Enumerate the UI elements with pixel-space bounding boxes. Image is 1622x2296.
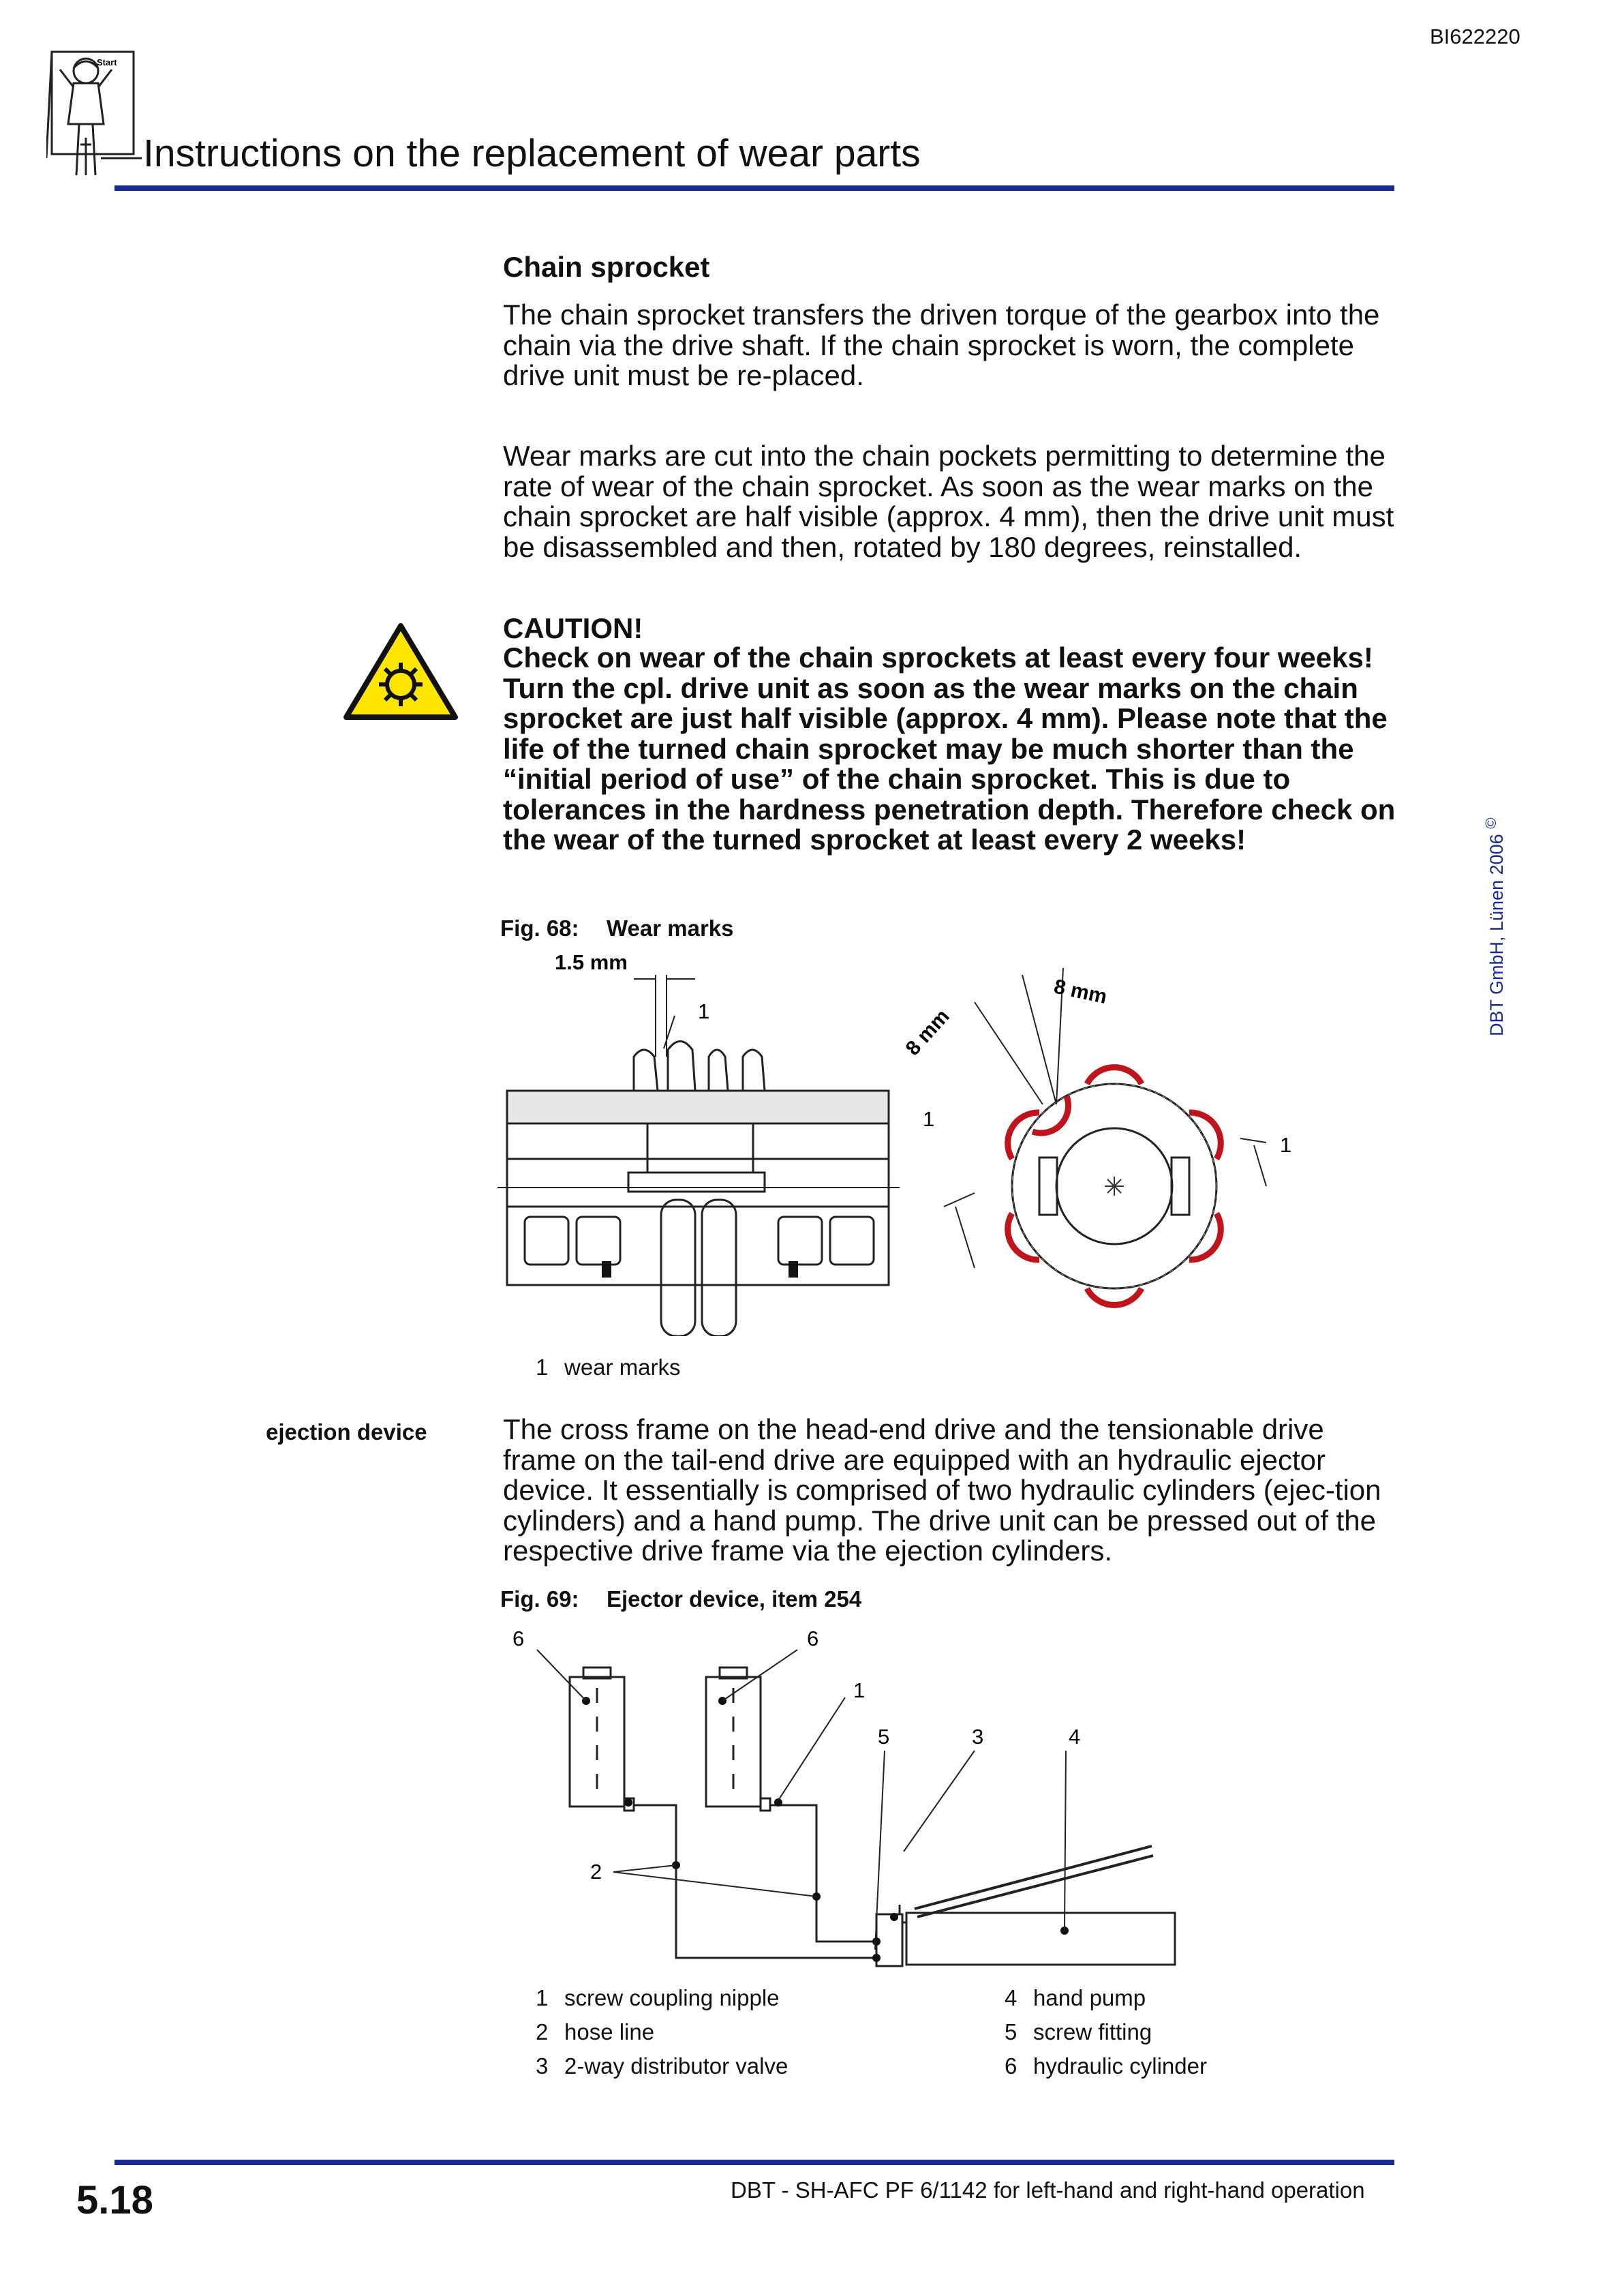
legend-label: 2-way distributor valve (564, 2053, 789, 2079)
fig69-callout-6a: 6 (512, 1627, 525, 1650)
fig69-callout-3: 3 (972, 1725, 984, 1749)
fig68-title: Wear marks (607, 916, 734, 941)
start-worker-icon (46, 49, 142, 185)
legend-number: 5 (1005, 2019, 1017, 2044)
legend-number: 2 (536, 2019, 549, 2044)
paragraph-wear-marks: Wear marks are cut into the chain pockets permitting to determine the rate of wear of the chain sprocket. As soon as the wear marks on the chain sprocket are half visible (approx. 4 mm), then the drive unit must be disassembled and then, rotated by 180 degrees, reinstalled. (503, 440, 1394, 563)
document-id: BI622220 (1430, 25, 1520, 48)
paragraph-ejection: The cross frame on the head-end drive and the tensionable drive frame on the tail-end drive are equipped with an hydraulic ejector device. It essentially is comprised of two hydraulic cylinders (ejec-tion cylinders) and a hand pump. The drive unit can be pressed out of the respective drive frame via the ejection cylinders. (503, 1413, 1381, 1567)
header-rule (114, 185, 1394, 191)
legend-label: hose line (564, 2019, 655, 2044)
start-label: Start (97, 57, 117, 67)
legend-label: hydraulic cylinder (1033, 2053, 1207, 2079)
page-number: 5.18 (76, 2178, 153, 2222)
fig68-number: Fig. 68: (500, 916, 579, 941)
fig69-number: Fig. 69: (500, 1586, 579, 1612)
fig69-callout-1: 1 (853, 1678, 866, 1702)
fig69-ejector-drawing (498, 1622, 1213, 1977)
section-heading: Chain sprocket (503, 251, 710, 283)
fig68-wear-marks-drawing (498, 948, 1315, 1336)
legend-number: 6 (1005, 2053, 1017, 2079)
legend-number: 3 (536, 2053, 549, 2079)
legend-number: 4 (1005, 1985, 1017, 2010)
fig69-callout-6b: 6 (807, 1627, 819, 1650)
fig69-legend-item-6 (1005, 2053, 1207, 2079)
legend-number: 1 (536, 1355, 549, 1380)
fig69-legend-item-3 (536, 2053, 788, 2079)
fig69-legend-item-1 (536, 1985, 780, 2011)
fig69-caption (500, 1586, 861, 1612)
copyright-symbol: © (1482, 817, 1499, 829)
legend-label: hand pump (1033, 1985, 1146, 2010)
dim-8mm-left: 8 mm (901, 1005, 954, 1060)
legend-label: screw fitting (1033, 2019, 1152, 2044)
fig68-callout-right: 1 (1280, 1133, 1292, 1157)
fig69-legend-item-4 (1005, 1985, 1146, 2011)
footer-rule (114, 2160, 1394, 2165)
dim-1-5mm: 1.5 mm (555, 950, 628, 974)
copyright-text: DBT GmbH, Lünen 2006 (1486, 834, 1507, 1036)
fig69-callout-2: 2 (590, 1860, 602, 1884)
fig68-caption (500, 916, 734, 941)
copyright-notice (1482, 817, 1508, 1036)
caution-heading: CAUTION! (503, 612, 643, 644)
fig68-legend-item (536, 1355, 681, 1380)
fig69-title: Ejector device, item 254 (607, 1586, 862, 1612)
paragraph-intro: The chain sprocket transfers the driven torque of the gearbox into the chain via the drive shaft. If the chain sprocket is worn, the complete drive unit must be re-placed. (503, 299, 1380, 391)
caution-text: Check on wear of the chain sprockets at least every four weeks! Turn the cpl. drive unit as soon as the wear marks on the chain sprocket are just half visible (approx. 4 mm). Please note that the life of the turned chain sprocket may be much shorter than the “initial period of use” of the chain sprocket. This is due to tolerances in the hardness penetration depth. Therefore check on the wear of the turned sprocket at least every 2 weeks! (503, 641, 1396, 856)
dim-8mm-top: 8 mm (1052, 975, 1110, 1009)
fig68-callout-left: 1 (698, 999, 710, 1023)
legend-label: wear marks (564, 1355, 681, 1380)
fig69-callout-5: 5 (878, 1725, 890, 1749)
margin-label-ejection: ejection device (266, 1419, 427, 1445)
page-title: Instructions on the replacement of wear parts (143, 132, 921, 175)
fig69-legend-item-5 (1005, 2019, 1152, 2045)
warning-triangle-icon (342, 622, 459, 723)
fig68-callout-mid: 1 (923, 1107, 935, 1131)
legend-number: 1 (536, 1985, 549, 2010)
fig69-legend-item-2 (536, 2019, 654, 2045)
legend-label: screw coupling nipple (564, 1985, 780, 2010)
fig69-callout-4: 4 (1069, 1725, 1081, 1749)
footer-text: DBT - SH-AFC PF 6/1142 for left-hand and right-hand operation (731, 2177, 1365, 2203)
